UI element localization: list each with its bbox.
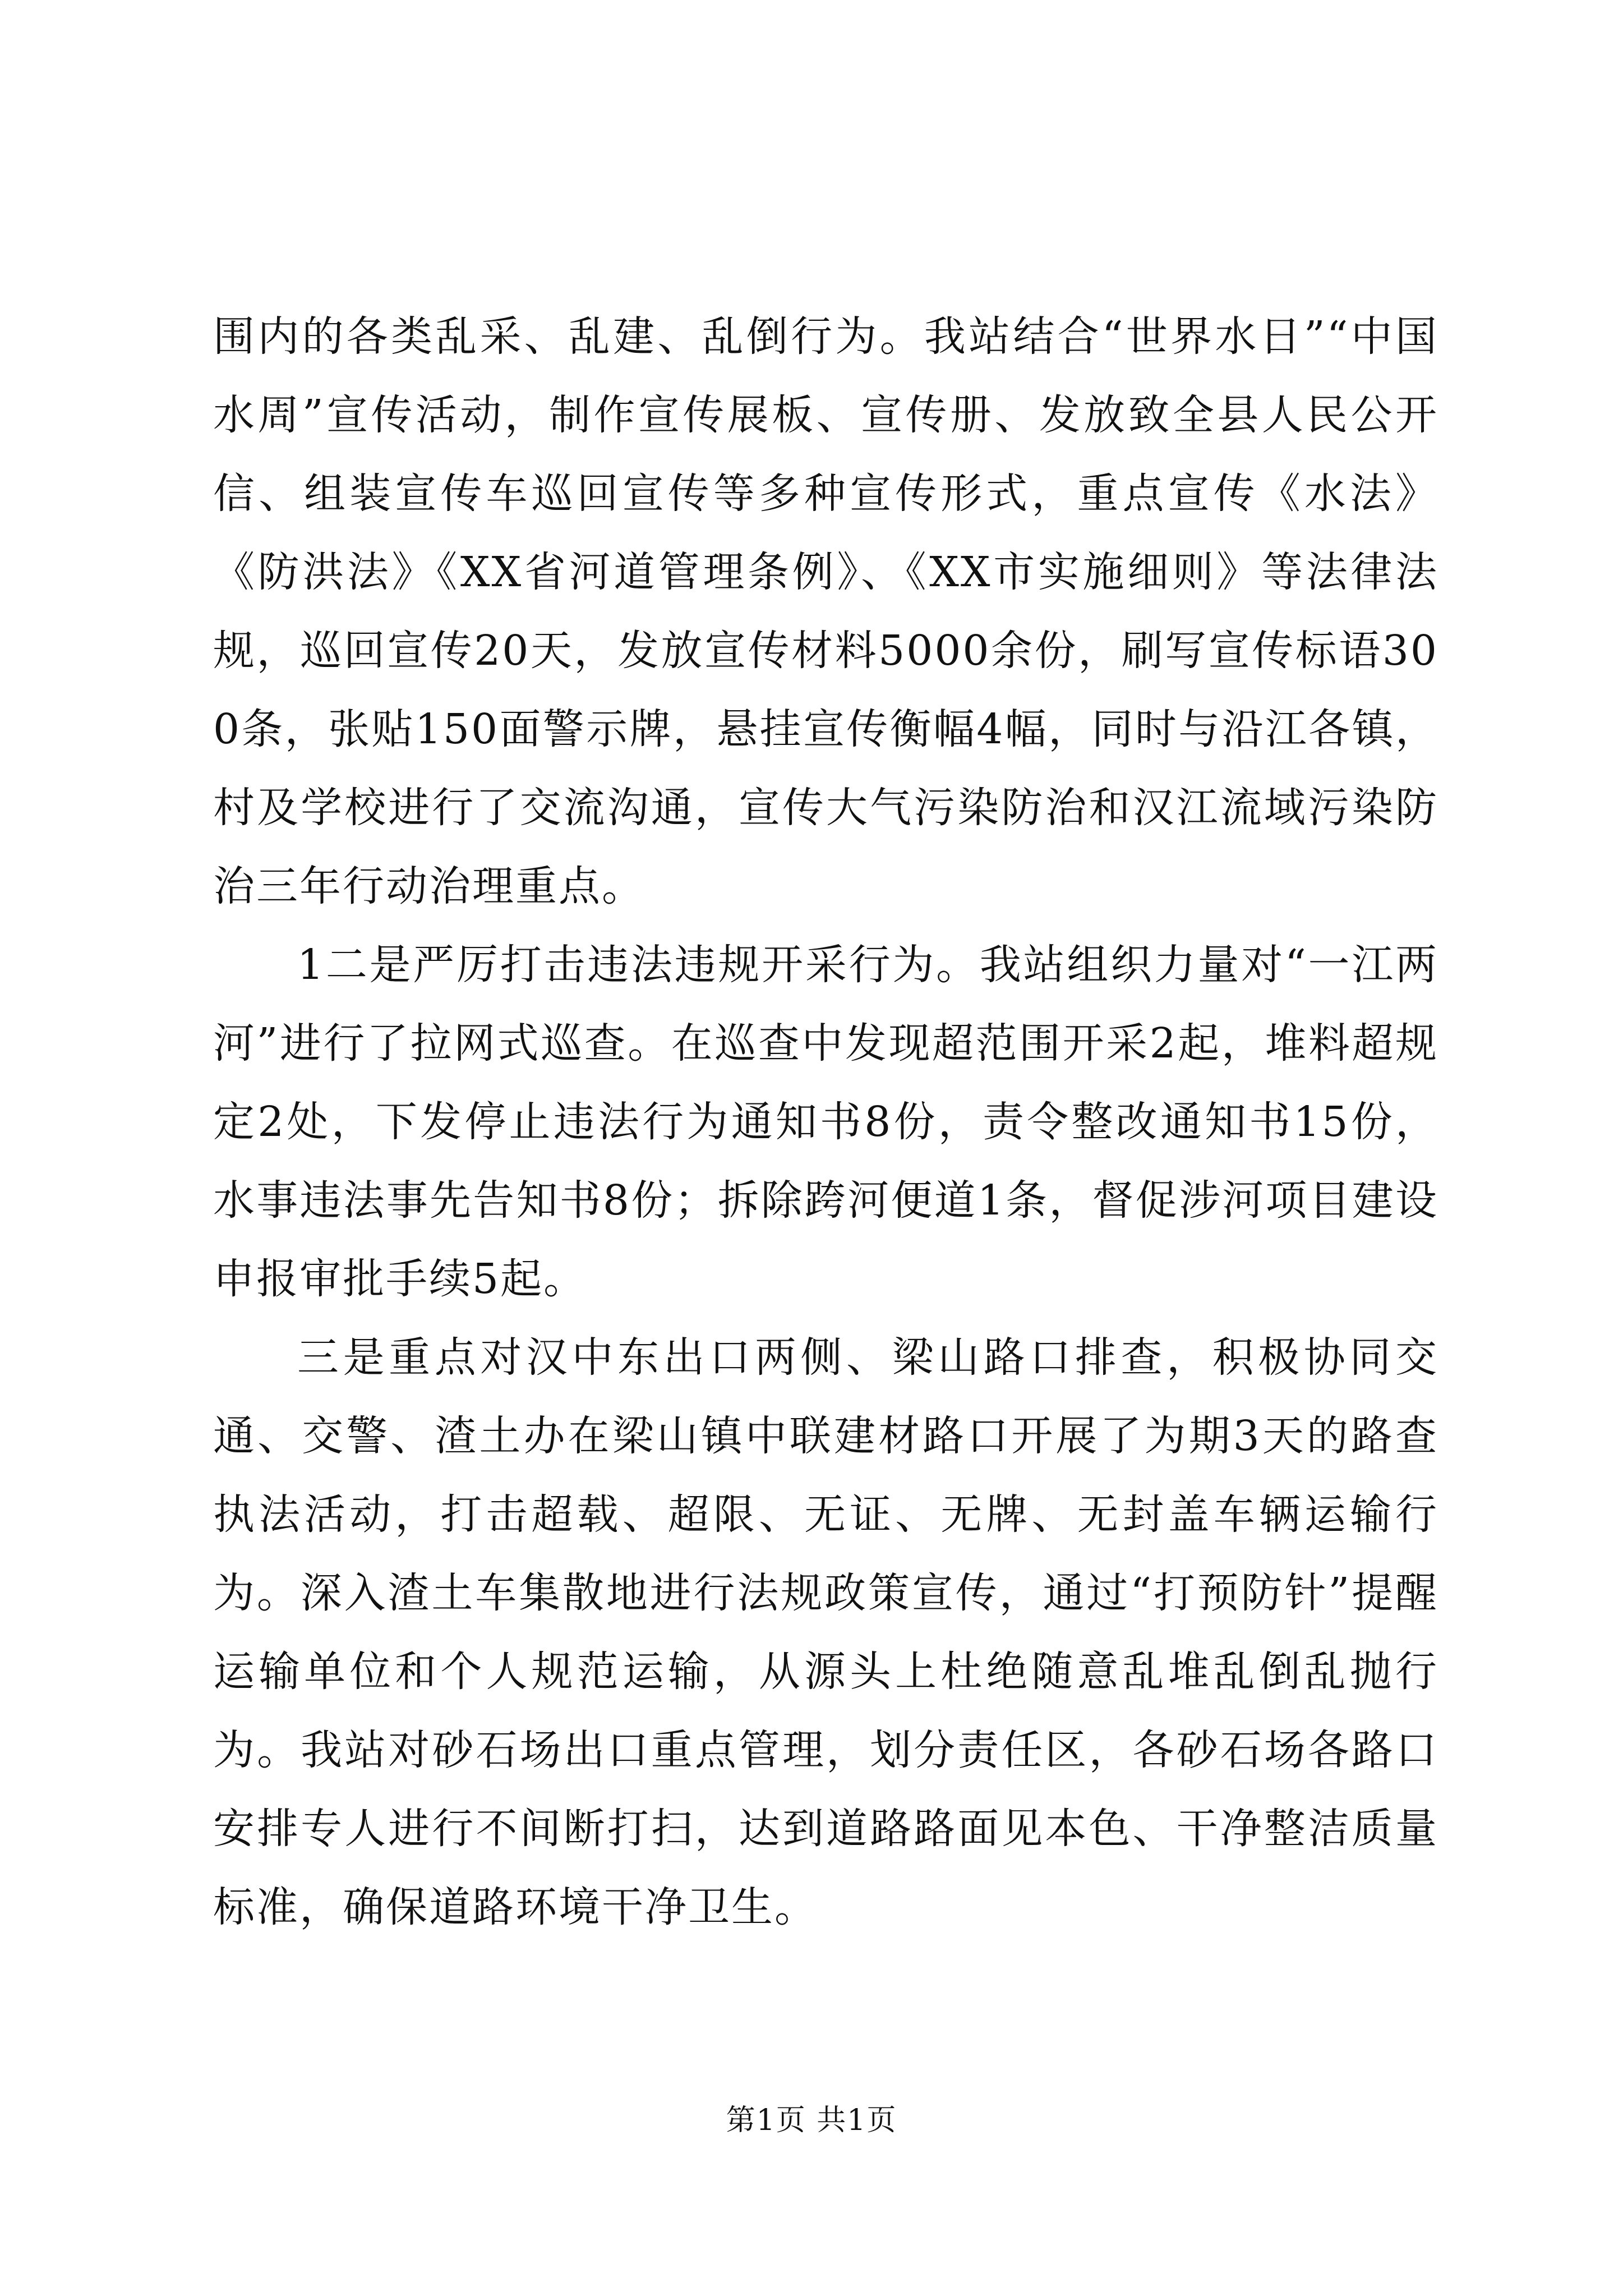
paragraph-1: 围内的各类乱采、乱建、乱倒行为。我站结合“世界水日”“中国水周”宣传活动，制作宣传展板、宣传册、发放致全县人民公开信、组装宣传车巡回宣传等多种宣传形式，重点宣传《水法》《防洪法》《XX省河道管理条例》、《XX市实施细则》等法律法规，巡回宣传20天，发放宣传材料5000余份，刷写宣传标语300条，张贴150面警示牌，悬挂宣传衡幅4幅，同时与沿江各镇，村及学校进行了交流沟通，宣传大气污染防治和汉江流域污染防治三年行动治理重点。	[213, 312, 1438, 910]
paragraph-2: 1二是严厉打击违法违规开采行为。我站组织力量对“一江两河”进行了拉网式巡查。在巡查中发现超范围开采2起，堆料超规定2处，下发停止违法行为通知书8份，责令整改通知书15份，水事违法事先告知书8份；拆除跨河便道1条，督促涉河项目建设申报审批手续5起。	[213, 941, 1438, 1303]
page-footer: 第1页 共1页	[726, 2104, 897, 2137]
paragraph-3: 三是重点对汉中东出口两侧、梁山路口排查，积极协同交通、交警、渣土办在梁山镇中联建材路口开展了为期3天的路查执法活动，打击超载、超限、无证、无牌、无封盖车辆运输行为。深入渣土车集散地进行法规政策宣传，通过“打预防针”提醒运输单位和个人规范运输，从源头上杜绝随意乱堆乱倒乱抛行为。我站对砂石场出口重点管理，划分责任区，各砂石场各路口安排专人进行不间断打扫，达到道路路面见本色、干净整洁质量标准，确保道路环境干净卫生。	[213, 1333, 1438, 1931]
document-body	[213, 297, 1438, 1947]
